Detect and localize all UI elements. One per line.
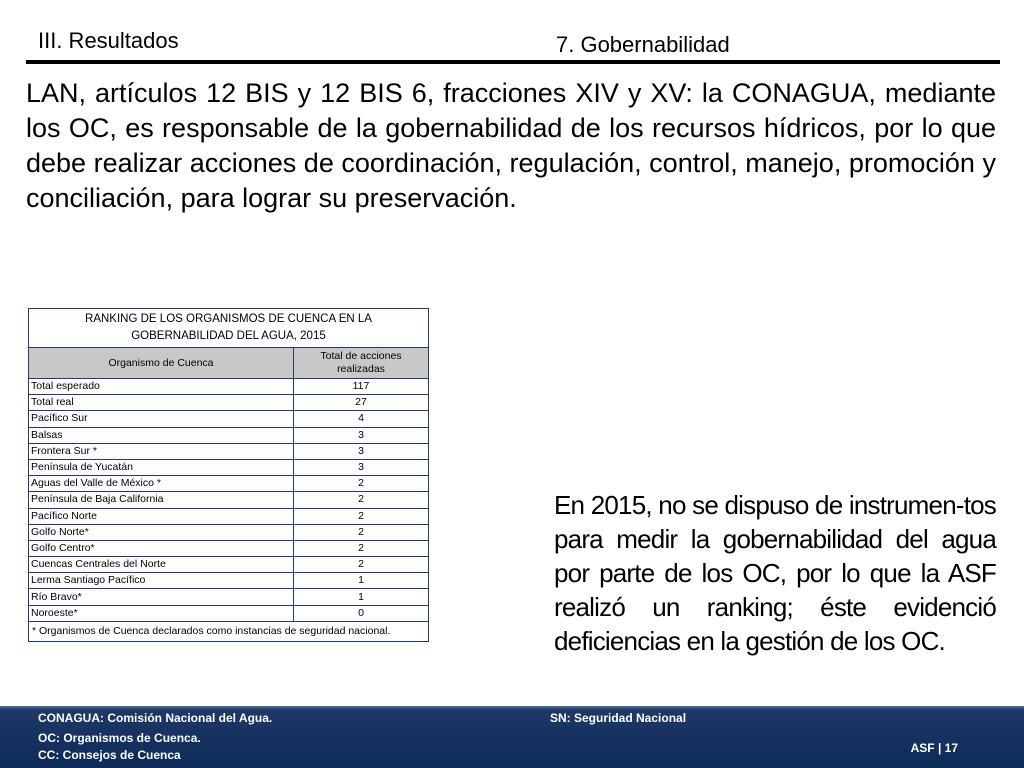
total-cell: 2 — [294, 557, 429, 573]
organismo-cell: Cuencas Centrales del Norte — [29, 557, 294, 573]
organismo-cell: Golfo Centro* — [29, 540, 294, 556]
table-row — [29, 411, 429, 427]
organismo-cell: Península de Baja California — [29, 492, 294, 508]
table-body — [29, 379, 429, 622]
ranking-table — [28, 308, 429, 642]
page-number: ASF | 17 — [910, 741, 958, 755]
organismo-cell: Pacífico Norte — [29, 508, 294, 524]
table-row — [29, 427, 429, 443]
table-row — [29, 524, 429, 540]
total-cell: 0 — [294, 605, 429, 621]
table-note: * Organismos de Cuenca declarados como instancias de seguridad nacional. — [29, 621, 429, 641]
total-cell: 2 — [294, 492, 429, 508]
organismo-cell: Balsas — [29, 427, 294, 443]
table-row — [29, 492, 429, 508]
table-row — [29, 459, 429, 475]
table-row — [29, 379, 429, 395]
organismo-cell: Total real — [29, 395, 294, 411]
footer-bar — [0, 706, 1024, 768]
table-row — [29, 557, 429, 573]
organismo-cell: Frontera Sur * — [29, 443, 294, 459]
total-cell: 117 — [294, 379, 429, 395]
total-cell: 2 — [294, 476, 429, 492]
section-label: III. Resultados — [38, 28, 179, 53]
table-row — [29, 589, 429, 605]
organismo-cell: Golfo Norte* — [29, 524, 294, 540]
finding-paragraph: En 2015, no se dispuso de instrumen-tos para medir la gobernabilidad del agua por parte de los OC, por lo que la ASF realizó un ranking; éste evidenció deficiencias en la gestión de los OC. — [554, 490, 996, 656]
total-cell: 3 — [294, 427, 429, 443]
footer-conagua: CONAGUA: Comisión Nacional del Agua. — [38, 711, 273, 725]
total-cell: 3 — [294, 443, 429, 459]
footer-oc: OC: Organismos de Cuenca. — [38, 731, 201, 745]
total-cell: 2 — [294, 540, 429, 556]
total-cell: 3 — [294, 459, 429, 475]
total-cell: 1 — [294, 589, 429, 605]
total-cell: 27 — [294, 395, 429, 411]
topic-label: 7. Gobernabilidad — [556, 32, 730, 57]
organismo-cell: Noroeste* — [29, 605, 294, 621]
organismo-cell: Península de Yucatán — [29, 459, 294, 475]
intro-paragraph: LAN, artículos 12 BIS y 12 BIS 6, fracciones XIV y XV: la CONAGUA, mediante los OC, es responsable de la gobernabilidad de los recursos hídricos, por lo que debe realizar acciones de coordinación, regulación, control, manejo, promoción y conciliación, para lograr su preservación. — [26, 78, 996, 213]
column-header-total: Total de acciones realizadas — [294, 348, 429, 379]
total-cell: 2 — [294, 508, 429, 524]
table-row — [29, 476, 429, 492]
total-cell: 1 — [294, 573, 429, 589]
table-row — [29, 540, 429, 556]
total-cell: 2 — [294, 524, 429, 540]
organismo-cell: Lerma Santiago Pacífico — [29, 573, 294, 589]
header-rule — [26, 60, 1000, 64]
organismo-cell: Aguas del Valle de México * — [29, 476, 294, 492]
column-header-organismo: Organismo de Cuenca — [29, 348, 294, 379]
footer-cc: CC: Consejos de Cuenca — [38, 748, 181, 762]
table-row — [29, 443, 429, 459]
total-cell: 4 — [294, 411, 429, 427]
table-row — [29, 605, 429, 621]
table-row — [29, 508, 429, 524]
table-row — [29, 573, 429, 589]
organismo-cell: Río Bravo* — [29, 589, 294, 605]
table-title: RANKING DE LOS ORGANISMOS DE CUENCA EN LA GOBERNABILIDAD DEL AGUA, 2015 — [29, 309, 429, 348]
table-row — [29, 395, 429, 411]
footer-sn: SN: Seguridad Nacional — [550, 711, 687, 725]
organismo-cell: Pacífico Sur — [29, 411, 294, 427]
organismo-cell: Total esperado — [29, 379, 294, 395]
